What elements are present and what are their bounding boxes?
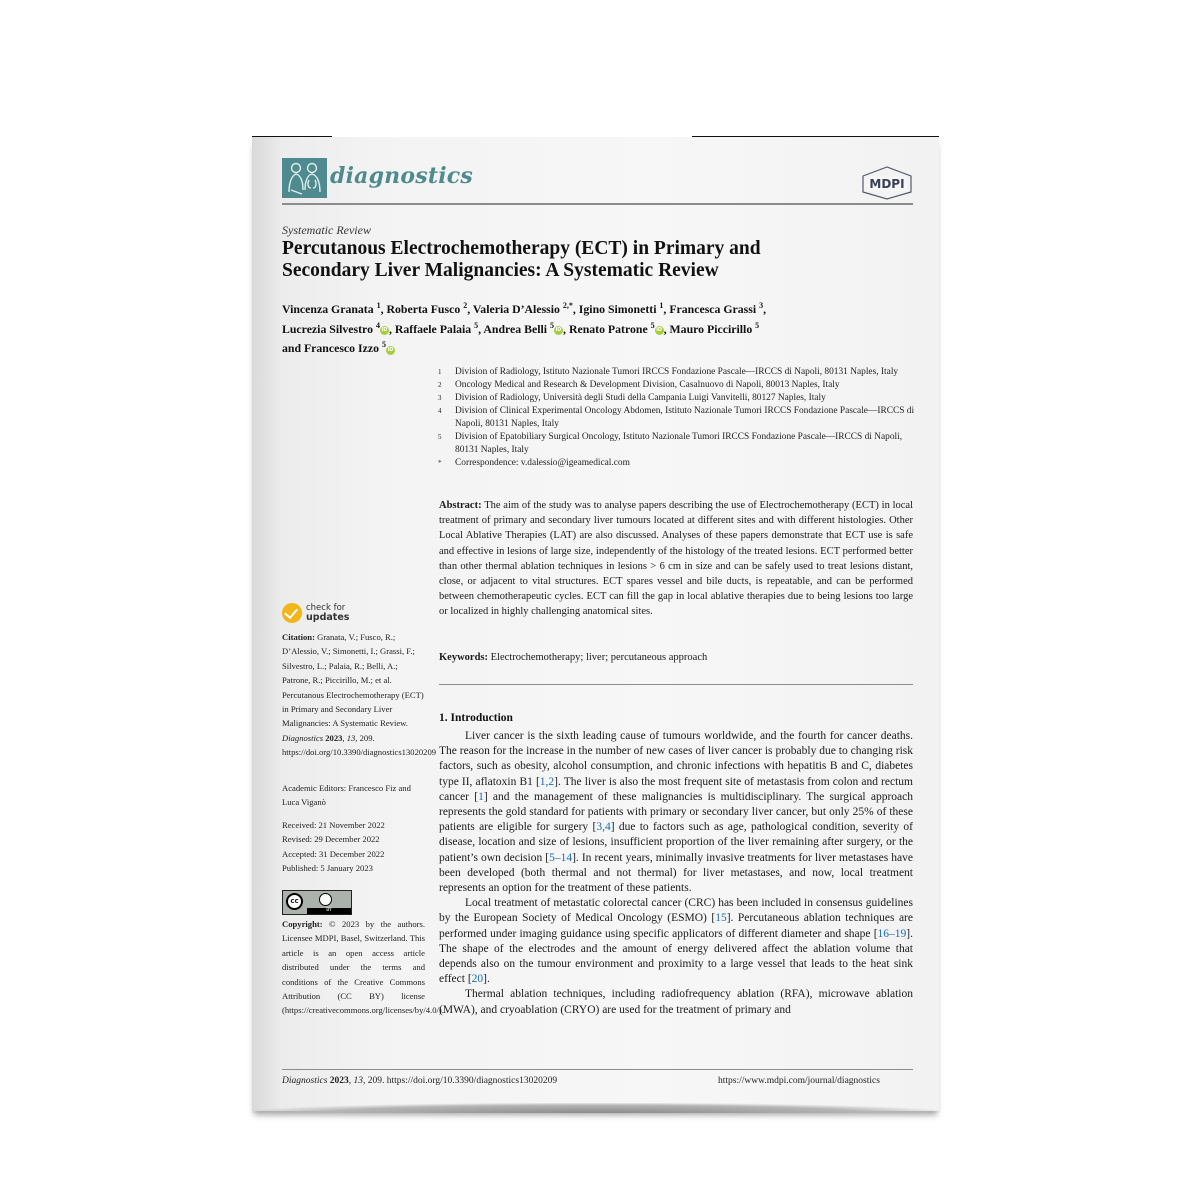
abstract-text: The aim of the study was to analyse papers describing the use of Electrochemotherapy (ECT) in local treatment of primary and secondary liver tumours located at different sites and with different histologies. Other Local Ablative Therapies (LAT) are also discussed. Analyses of these papers demonstrate that ECT use is safe and effective in lesions of large size, independently of the histology of the treated lesions. ECT performed better than other thermal ablation techniques in lesions > 6 cm in size and can be safely used to treat lesions distant, close, or adjacent to vital structures. ECT spares vessel and bile ducts, is repeatable, and can be performed between chemotherapeutic cycles. ECT can fill the gap in local ablative therapies due to being lesions too large or localized in highly challenging anatomical sites.: [439, 500, 914, 618]
citation-label: Citation:: [282, 632, 315, 642]
affiliation-item: [438, 431, 918, 457]
article-type: Systematic Review: [282, 223, 371, 237]
text-run: ]. The liver is also the most frequent site of metastasis from colon and rectum cancer [: [439, 775, 913, 803]
footer-citation: Diagnostics 2023, 13, 209. https://doi.org/10.3390/diagnostics13020209: [282, 1076, 558, 1086]
text-run: ]. In recent years, minimally invasive treatments for liver metastases have been developed (both thermal and not thermal) for liver metastases, and now, local treatment represents an option for the treatment of these patients.: [439, 851, 913, 895]
text-run: Liver cancer is the sixth leading cause of tumours worldwide, and the fourth for cancer deaths. The reason for the increase in the number of new cases of liver cancer is probably due to changing risk factors, such as obesity, alcohol consumption, and chronic infections with hepatitis B and C, diabetes type II, aflatoxin B1 [: [439, 730, 913, 788]
title-line-1: Percutanous Electrochemotherapy (ECT) in Primary and: [282, 238, 761, 259]
citation: Citation: Granata, V.; Fusco, R.; D’Alessio, V.; Simonetti, I.; Grassi, F.; Silvestro, L.; Palaia, R.; Belli, A.; Patrone, R.; Piccirillo, M.; et al. Percutanous Electrochemotherapy (ECT) in Primary and Secondary Liver Malignancies: A Systematic Review. Diagnostics 2023, 13, 209. https://doi.org/10.3390/diagnostics13020209: [282, 632, 437, 758]
affiliation-text: Oncology Medical and Research & Development Division, Casalnuovo di Napoli, 80013 Naples, Italy: [455, 380, 840, 390]
keywords: [439, 652, 913, 663]
date-published: Published: 5 January 2023: [282, 863, 373, 874]
cc-by-label: BY: [307, 908, 351, 914]
text-run: Thermal ablation techniques, including radiofrequency ablation (RFA), microwave ablation (MWA), and cryoablation (CRYO) are used for the treatment of primary and: [439, 988, 913, 1016]
copyright-label: Copyright:: [282, 919, 323, 929]
abstract-divider: [439, 684, 913, 685]
author: Mauro Piccirillo: [669, 321, 753, 336]
page-bottom-shadow: [252, 1103, 939, 1113]
author: Andrea Belli: [483, 321, 548, 336]
author: and Francesco Izzo: [282, 340, 379, 355]
author-affiliation-number: 3: [759, 301, 764, 310]
affiliation-number: 1: [438, 368, 442, 376]
checkmark-icon: [282, 603, 302, 623]
author: Renato Patrone: [568, 321, 648, 336]
citation-volume: 13: [346, 732, 356, 743]
publication-dates: [282, 818, 425, 876]
body-text: [439, 729, 913, 1018]
keywords-label: Keywords:: [439, 652, 488, 663]
reference-link[interactable]: 16–19: [877, 927, 907, 940]
affiliation-item: [438, 405, 918, 431]
header-divider: [282, 203, 913, 205]
reference-link[interactable]: 20: [471, 973, 484, 986]
reference-link[interactable]: 15: [715, 912, 727, 925]
footer-volume: 13: [353, 1076, 364, 1086]
section-heading: 1. Introduction: [439, 712, 513, 724]
copyright: [282, 917, 444, 1018]
check-for-updates-button[interactable]: [282, 603, 349, 623]
affiliation-text: Correspondence: v.dalessio@igeamedical.com: [455, 458, 630, 468]
affiliation-item: [438, 379, 918, 392]
title-line-2: Secondary Liver Malignancies: A Systematic Review: [282, 260, 719, 281]
text-run: ] due to factors such as age, pathological condition, severity of disease, location and size of lesions, insufficient proportion of the liver remaining after surgery, or the patient’s own decision [: [439, 821, 913, 864]
affiliation-number: *: [438, 459, 442, 467]
author-affiliation-number: 2: [463, 301, 468, 310]
abstract: [439, 498, 913, 620]
author-affiliation-number: 5: [755, 320, 760, 330]
journal-logo-icon: [282, 158, 327, 198]
footer-journal: Diagnostics: [282, 1076, 328, 1086]
cc-icon: cc: [286, 893, 303, 910]
orcid-icon[interactable]: iD: [381, 327, 388, 334]
footer-year: 2023: [329, 1076, 349, 1086]
affiliations: [438, 366, 918, 470]
text-run: ]. Percutaneous ablation techniques are performed under imaging guidance using specific applicators of different diameter and shape [: [439, 912, 913, 940]
paragraph: [439, 987, 913, 1017]
author-affiliation-number: 1: [659, 301, 664, 310]
author-affiliation-number: 5: [474, 320, 479, 330]
text-run: ].: [483, 973, 490, 986]
author: Roberta Fusco: [386, 301, 461, 316]
author-affiliation-number: 5: [381, 340, 386, 350]
orcid-icon[interactable]: iD: [656, 327, 663, 334]
citation-text: Granata, V.; Fusco, R.; D’Alessio, V.; Simonetti, I.; Grassi, F.; Silvestro, L.; Palaia, R.; Belli, A.; Patrone, R.; Piccirillo, M.; et al. Percutanous Electrochemotherapy (ECT) in Primary and Secondary Liver Malignancies: A Systematic Review.: [282, 632, 424, 729]
author: Igino Simonetti: [578, 301, 657, 316]
keywords-text: Electrochemotherapy; liver; percutaneous approach: [490, 652, 708, 663]
affiliation-text: Division of Epatobiliary Surgical Oncology, Istituto Nazionale Tumori IRCCS Fondazione Pascale—IRCCS di Napoli, 80131 Naples, Italy: [455, 432, 903, 455]
date-accepted: Accepted: 31 December 2022: [282, 848, 385, 859]
author: Vincenza Granata: [282, 301, 374, 316]
abstract-label: Abstract:: [439, 500, 482, 511]
affiliation-item: [438, 366, 918, 379]
copyright-text: © 2023 by the authors. Licensee MDPI, Basel, Switzerland. This article is an open access article distributed under the terms and conditions of the Creative Commons Attribution (CC BY) license (https://creativecommons.org/licenses/by/4.0/).: [282, 919, 444, 1016]
author-affiliation-number: 1: [376, 301, 381, 310]
author-affiliation-number: 5: [550, 320, 555, 330]
orcid-icon[interactable]: iD: [387, 346, 394, 353]
reference-link[interactable]: 5–14: [549, 851, 573, 864]
cc-by-license-icon[interactable]: [282, 890, 352, 915]
text-run: ] and the management of these malignancies is multidisciplinary. The surgical approach represents the gold standard for patients with primary or secondary liver cancer, but only 25% of these patients are eligible for surgery [: [439, 790, 914, 834]
mdpi-logo-icon: [861, 166, 913, 200]
paragraph: [439, 729, 913, 896]
check-updates-line2: updates: [306, 612, 350, 623]
svg-text:MDPI: MDPI: [869, 177, 905, 191]
affiliation-text: Division of Radiology, Istituto Nazionale Tumori IRCCS Fondazione Pascale—IRCCS di Napoli, 80131 Naples, Italy: [455, 367, 899, 377]
affiliation-number: 2: [438, 381, 442, 389]
author: Valeria D’Alessio: [472, 301, 560, 316]
reference-link[interactable]: 1: [478, 790, 484, 803]
footer-doi-link[interactable]: , 209. https://doi.org/10.3390/diagnostics13020209: [363, 1076, 558, 1086]
affiliation-text: Division of Clinical Experimental Oncology Abdomen, Istituto Nazionale Tumori IRCCS Fondazione Pascale—IRCCS di Napoli, 80131 Naples, Italy: [455, 406, 915, 429]
text-run: Local treatment of metastatic colorectal cancer (CRC) has been included in consensus guidelines by the European Society of Medical Oncology (ESMO) [: [439, 897, 913, 925]
author: Francesca Grassi: [669, 301, 757, 316]
affiliation-item: [438, 392, 918, 405]
affiliation-text: Division of Radiology, Università degli Studi della Campania Luigi Vanvitelli, 80127 Naples, Italy: [455, 393, 826, 403]
orcid-icon[interactable]: iD: [555, 327, 562, 334]
reference-link[interactable]: 1,2: [539, 775, 555, 788]
check-updates-line1: check for: [306, 603, 346, 613]
affiliation-number: 4: [438, 407, 442, 415]
attribution-person-icon: [319, 893, 332, 906]
author: Raffaele Palaia: [394, 321, 472, 336]
author-affiliation-number: 2,*: [562, 301, 573, 310]
affiliation-number: 3: [438, 394, 442, 402]
footer-journal-url[interactable]: https://www.mdpi.com/journal/diagnostics: [718, 1076, 880, 1086]
author-affiliation-number: 4: [375, 320, 380, 330]
citation-year: 2023: [325, 732, 343, 743]
author-list: Vincenza Granata $^1$, Roberta Fusco $^2$, Valeria D’Alessio $^{2,*}$, Igino Simonetti $^1$, Francesca Grassi $^3$, Lucrezia Silvestro $^4$iD , Raffaele Palaia $^5$, Andrea Belli $^5$iD , Renato Patrone $^5$iD , Mauro Piccirillo $^5$ and Francesco Izzo $^5$iD: [282, 301, 767, 355]
journal-name: diagnostics: [330, 163, 473, 189]
article-title: [282, 238, 882, 282]
date-revised: Revised: 29 December 2022: [282, 834, 380, 845]
author-affiliation-number: 5: [650, 320, 655, 330]
affiliation-number: 5: [438, 433, 442, 441]
date-received: Received: 21 November 2022: [282, 820, 385, 830]
paragraph: [439, 896, 913, 987]
text-run: ]. The shape of the electrodes and the amount of energy delivered affect the ablation volume that depends also on the tumour environment and proximity to a large vessel that leads to the heat sink effect [: [439, 927, 913, 986]
citation-doi-link[interactable]: , 209. https://doi.org/10.3390/diagnostics13020209: [282, 732, 437, 758]
affiliation-item: [438, 457, 918, 470]
footer-divider: [282, 1069, 913, 1070]
author: Lucrezia Silvestro: [282, 321, 373, 336]
citation-journal: Diagnostics: [282, 732, 324, 743]
academic-editors: Academic Editors: Francesco Fiz and Luca Viganò: [282, 783, 411, 808]
reference-link[interactable]: 3,4: [596, 821, 611, 834]
